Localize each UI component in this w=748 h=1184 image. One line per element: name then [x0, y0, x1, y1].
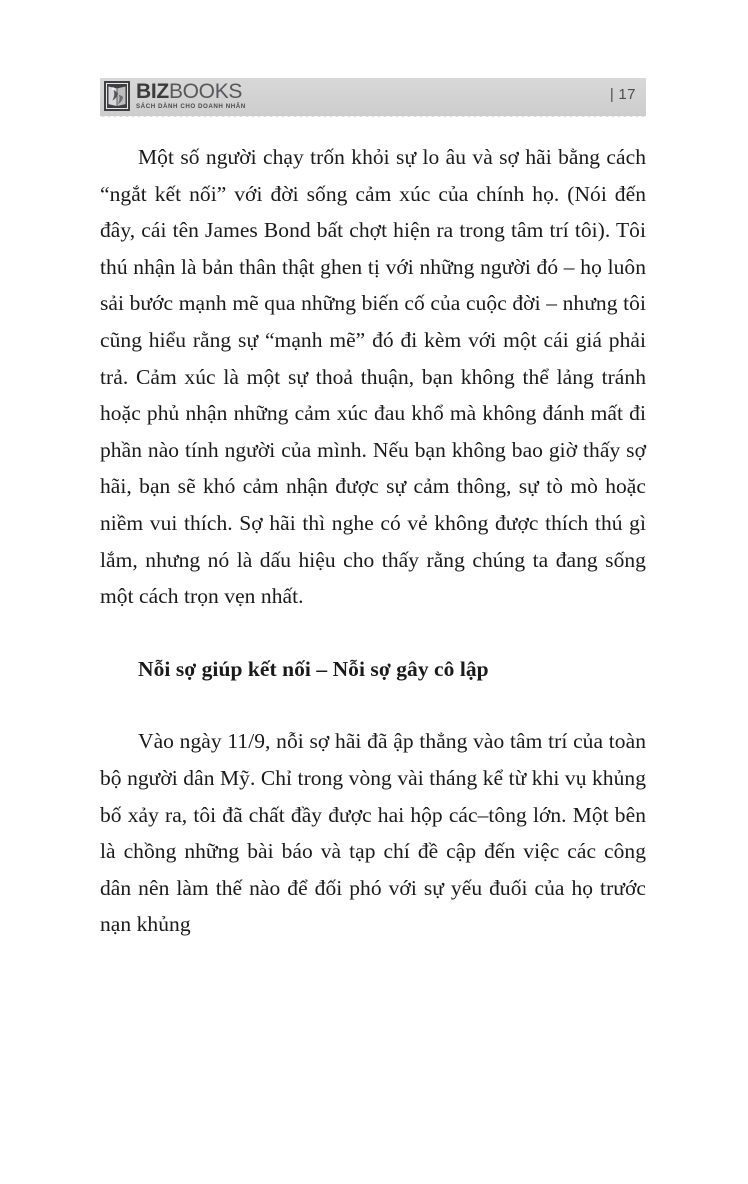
brand-word-books: BOOKS: [168, 80, 243, 103]
brand-tagline: SÁCH DÀNH CHO DOANH NHÂN: [136, 103, 246, 110]
brand-wordmark: [136, 81, 246, 102]
bizbooks-logo: [104, 80, 246, 114]
folio-rule: |: [609, 86, 615, 103]
running-header: [100, 78, 646, 120]
open-book-icon: [104, 81, 130, 111]
brand-word-biz: BIZ: [136, 80, 169, 103]
folio-number: 17: [618, 86, 636, 103]
brand-text-block: [136, 80, 246, 111]
header-scalloped-edge: [100, 114, 646, 120]
body-text-column: [100, 139, 646, 943]
section-heading-1: Nỗi sợ giúp kết nối – Nỗi sợ gây cô lập: [138, 656, 489, 681]
paragraph-1: Một số người chạy trốn khỏi sự lo âu và sợ hãi bằng cách “ngắt kết nối” với đời sống cảm xúc của chính họ. (Nói đến đây, cái tên James Bond bất chợt hiện ra trong tâm trí tôi). Tôi thú nhận là bản thân thật ghen tị với những người đó – họ luôn sải bước mạnh mẽ qua những biến cố của cuộc đời – nhưng tôi cũng hiểu rằng sự “mạnh mẽ” đó đi kèm với một cái giá phải trả. Cảm xúc là một sự thoả thuận, bạn không thể lảng tránh hoặc phủ nhận những cảm xúc đau khổ mà không đánh mất đi phần nào tính người của mình. Nếu bạn không bao giờ thấy sợ hãi, bạn sẽ khó cảm nhận được sự cảm thông, sự tò mò hoặc niềm vui thích. Sợ hãi thì nghe có vẻ không được thích thú gì lắm, nhưng nó là dấu hiệu cho thấy rằng chúng ta đang sống một cách trọn vẹn nhất.: [100, 145, 646, 609]
page-number: [610, 85, 636, 105]
paragraph-2: Vào ngày 11/9, nỗi sợ hãi đã ập thẳng vào tâm trí của toàn bộ người dân Mỹ. Chỉ trong vòng vài tháng kể từ khi vụ khủng bố xảy ra, tôi đã chất đầy được hai hộp các–tông lớn. Một bên là chồng những bài báo và tạp chí đề cập đến việc các công dân nên làm thế nào để đối phó với sự yếu đuối của họ trước nạn khủng: [100, 729, 646, 937]
spacer-after-heading: [100, 687, 646, 723]
spacer-before-heading: [100, 615, 646, 651]
